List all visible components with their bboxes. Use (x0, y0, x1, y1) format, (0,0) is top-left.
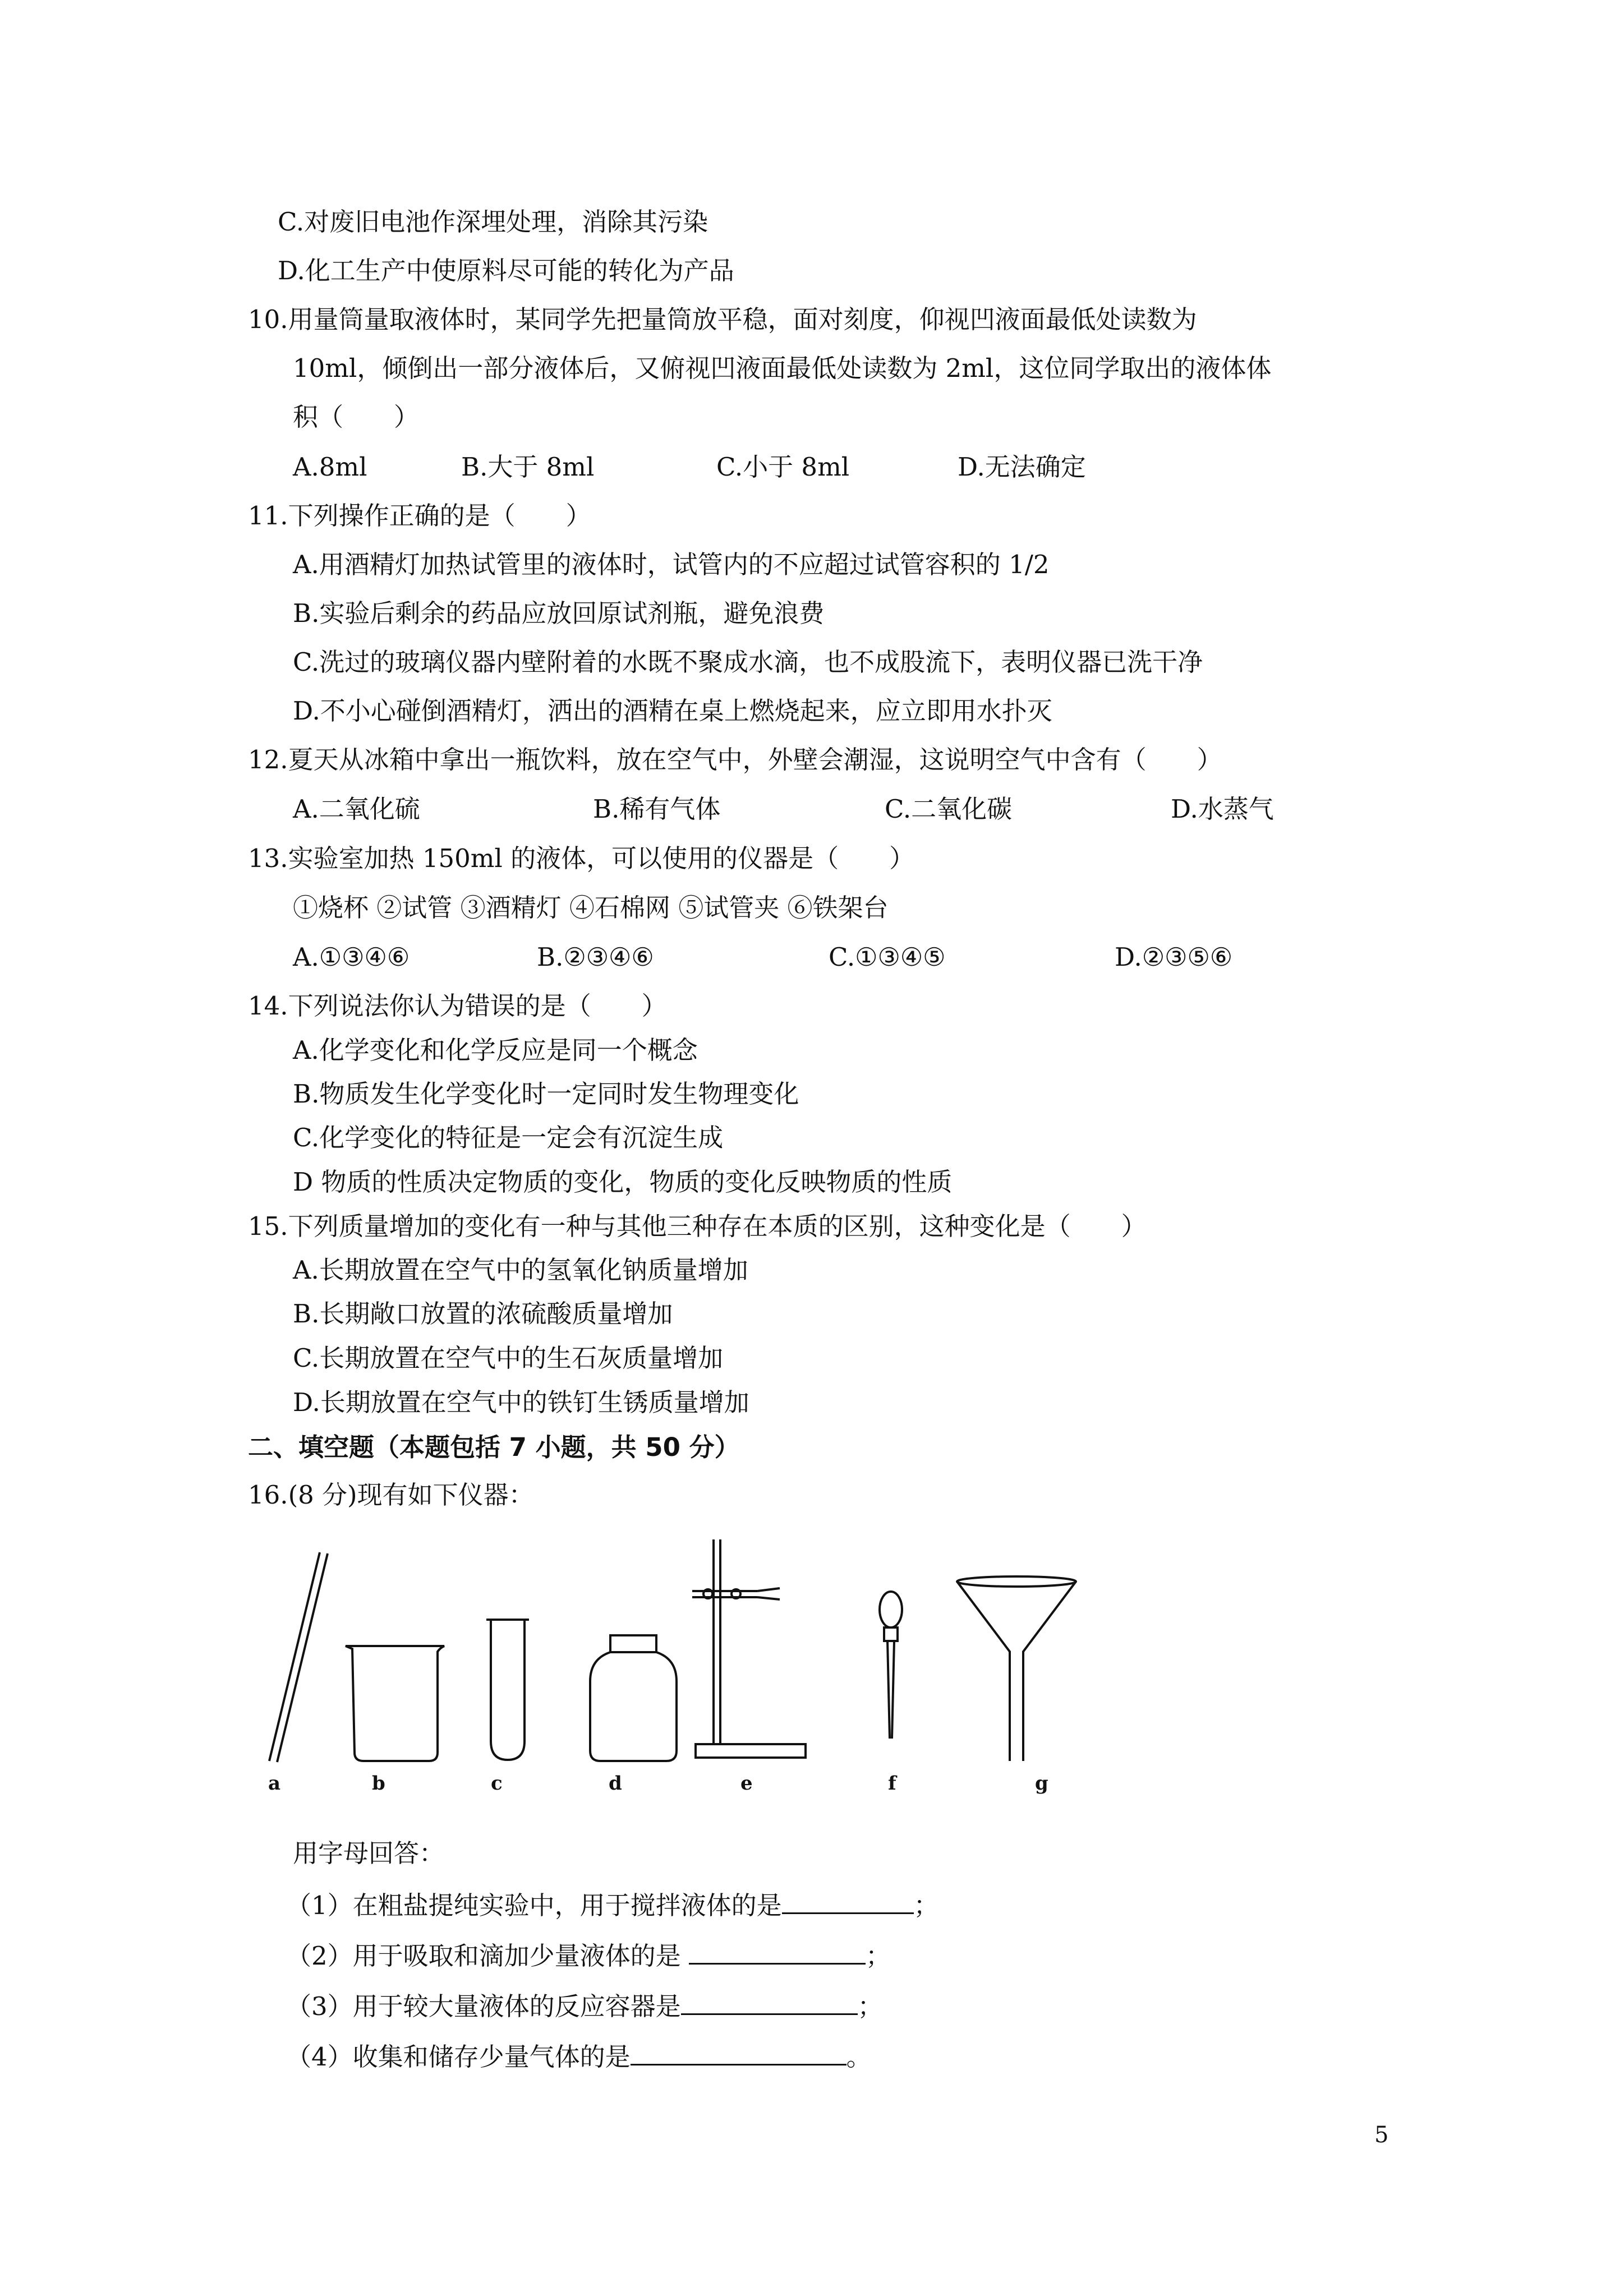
q11-option-b: B.实验后剩余的药品应放回原试剂瓶，避免浪费 (293, 598, 825, 628)
q12-option-c: C.二氧化碳 (885, 794, 1013, 824)
q10-option-c: C.小于 8ml (716, 452, 850, 482)
q13-options (293, 944, 1303, 972)
q15-option-a: A.长期放置在空气中的氢氧化钠质量增加 (293, 1255, 748, 1285)
q11-option-a: A.用酒精灯加热试管里的液体时，试管内的不应超过试管容积的 1/2 (293, 550, 1050, 579)
beaker-icon (346, 1646, 444, 1761)
label-c: c (491, 1772, 503, 1795)
iron-stand-icon (692, 1539, 806, 1758)
label-e: e (740, 1772, 753, 1795)
q15-option-c: C.长期放置在空气中的生石灰质量增加 (293, 1343, 724, 1373)
q15-option-b: B.长期敞口放置的浓硫酸质量增加 (293, 1299, 673, 1329)
test-tube-icon (486, 1620, 529, 1760)
label-a: a (268, 1772, 281, 1795)
section-2-heading: 二、填空题（本题包括 7 小题，共 50 分） (248, 1432, 740, 1462)
blank-4-prompt: （4）收集和储存少量气体的是 (286, 2042, 631, 2072)
q14-option-a: A.化学变化和化学反应是同一个概念 (293, 1035, 698, 1065)
q14-option-d: D 物质的性质决定物质的变化，物质的变化反映物质的性质 (293, 1167, 953, 1197)
q14-option-b: B.物质发生化学变化时一定同时发生物理变化 (293, 1079, 799, 1109)
q12-option-b: B.稀有气体 (593, 794, 721, 824)
blank-3-end: ； (857, 1991, 883, 2021)
q9-option-c: C.对废旧电池作深埋处理，消除其污染 (278, 207, 709, 237)
q10-options (293, 454, 1246, 482)
q13-option-b: B.②③④⑥ (537, 942, 654, 972)
q12-stem: 12.夏天从冰箱中拿出一瓶饮料，放在空气中，外壁会潮湿，这说明空气中含有（ ） (248, 745, 1222, 774)
answer-blank-1[interactable] (782, 1890, 914, 1914)
blank-1-end: ； (913, 1891, 939, 1920)
q12-option-a: A.二氧化硫 (293, 794, 420, 824)
label-g: g (1035, 1772, 1048, 1795)
label-b: b (372, 1772, 385, 1795)
q10-option-a: A.8ml (293, 452, 367, 482)
q15-option-d: D.长期放置在空气中的铁钉生锈质量增加 (293, 1387, 749, 1417)
label-d: d (609, 1772, 622, 1795)
q13-option-a: A.①③④⑥ (293, 942, 410, 972)
lab-instruments-figure (236, 1537, 1161, 1800)
q11-option-d: D.不小心碰倒酒精灯，洒出的酒精在桌上燃烧起来，应立即用水扑灭 (293, 696, 1052, 726)
q11-stem: 11.下列操作正确的是（ ） (248, 501, 591, 531)
instruments-svg (236, 1537, 1161, 1800)
blank-3-prompt: （3）用于较大量液体的反应容器是 (286, 1991, 681, 2021)
blank-2-prompt: （2）用于吸取和滴加少量液体的是 (286, 1941, 689, 1971)
q13-option-d: D.②③⑤⑥ (1115, 942, 1233, 972)
label-f: f (888, 1772, 896, 1795)
answer-blank-3[interactable] (681, 1991, 858, 2015)
q13-instrument-list: ①烧杯 ②试管 ③酒精灯 ④石棉网 ⑤试管夹 ⑥铁架台 (293, 893, 889, 923)
answer-blank-4[interactable] (631, 2041, 846, 2066)
q9-option-d: D.化工生产中使原料尽可能的转化为产品 (278, 256, 734, 285)
q16-answer-hint: 用字母回答： (293, 1838, 445, 1868)
q10-stem-line2: 10ml，倾倒出一部分液体后，又俯视凹液面最低处读数为 2ml，这位同学取出的液体体 (293, 353, 1272, 383)
q16-stem: 16.(8 分)现有如下仪器： (248, 1480, 534, 1510)
q11-option-c: C.洗过的玻璃仪器内壁附着的水既不聚成水滴，也不成股流下，表明仪器已洗干净 (293, 647, 1203, 677)
blank-1-prompt: （1）在粗盐提纯实验中，用于搅拌液体的是 (286, 1891, 782, 1920)
q16-blank-3 (286, 1991, 883, 2019)
q14-option-c: C.化学变化的特征是一定会有沉淀生成 (293, 1123, 724, 1152)
q16-blank-4 (286, 2041, 872, 2072)
q12-options (293, 796, 1303, 824)
q13-stem: 13.实验室加热 150ml 的液体，可以使用的仪器是（ ） (248, 843, 915, 873)
q13-option-c: C.①③④⑤ (829, 942, 946, 972)
page-number: 5 (1374, 2122, 1389, 2148)
q10-stem-line3: 积（ ） (293, 402, 420, 432)
funnel-icon (957, 1576, 1076, 1761)
dropper-icon (880, 1592, 902, 1739)
blank-4-end: 。 (846, 2042, 872, 2072)
answer-blank-2[interactable] (689, 1940, 866, 1965)
q12-option-d: D.水蒸气 (1171, 794, 1274, 824)
q15-stem: 15.下列质量增加的变化有一种与其他三种存在本质的区别，这种变化是（ ） (248, 1211, 1147, 1241)
glass-rod-icon (269, 1552, 328, 1762)
blank-2-end: ； (865, 1941, 891, 1971)
gas-bottle-icon (590, 1635, 677, 1761)
q16-blank-2 (286, 1940, 891, 1971)
q16-blank-1 (286, 1890, 939, 1918)
q10-option-b: B.大于 8ml (461, 452, 595, 482)
q10-option-d: D.无法确定 (958, 452, 1086, 482)
q14-stem: 14.下列说法你认为错误的是（ ） (248, 991, 667, 1021)
q10-stem-line1: 10.用量筒量取液体时，某同学先把量筒放平稳，面对刻度，仰视凹液面最低处读数为 (248, 305, 1197, 334)
